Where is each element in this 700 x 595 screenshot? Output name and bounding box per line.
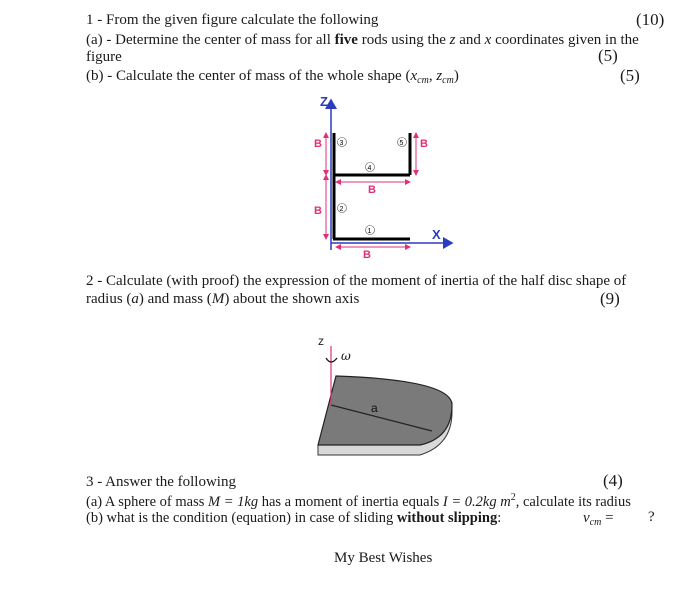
z-axis-label: Z bbox=[320, 94, 328, 109]
q2-marks: (9) bbox=[600, 289, 620, 308]
q1-a-marks: (5) bbox=[598, 46, 618, 65]
q1-marks: (10) bbox=[636, 10, 665, 29]
q3-part-b: (b) what is the condition (equation) in case of sliding without slipping: bbox=[86, 510, 502, 526]
q3-answer-blank: ? bbox=[648, 509, 655, 525]
rod-number-5: 5 bbox=[399, 140, 404, 147]
q1-b-marks: (5) bbox=[620, 66, 640, 85]
length-label-left-top: B bbox=[314, 138, 322, 150]
x-axis-label: X bbox=[432, 227, 441, 242]
axis-label: z bbox=[318, 334, 324, 348]
q1-part-a-cont: figure bbox=[86, 49, 122, 65]
closing-text: My Best Wishes bbox=[334, 550, 433, 566]
rod-number-3: 3 bbox=[339, 140, 344, 147]
rod-number-2: 2 bbox=[339, 206, 344, 213]
q3-title: 3 - Answer the following bbox=[86, 474, 236, 490]
q1-part-a: (a) - Determine the center of mass for all five rods using the z and x coordinates given in the bbox=[86, 32, 639, 48]
q1-title: 1 - From the given figure calculate the following bbox=[86, 12, 379, 28]
length-label-middle: B bbox=[368, 184, 376, 196]
length-label-left-bottom: B bbox=[314, 205, 322, 217]
q2-line2: radius (a) and mass (M) about the shown axis bbox=[86, 291, 360, 307]
q2-line1: 2 - Calculate (with proof) the expression of the moment of inertia of the half disc shape of bbox=[86, 273, 627, 289]
radius-label: a bbox=[371, 401, 378, 415]
rod-number-1: 1 bbox=[367, 228, 372, 235]
omega-label: ω bbox=[341, 349, 351, 363]
length-label-right: B bbox=[420, 138, 428, 150]
rod-number-4: 4 bbox=[367, 165, 372, 172]
q1-part-b: (b) - Calculate the center of mass of the whole shape ($x_{cm}$, $z_{cm}$) bbox=[86, 68, 459, 86]
q3-marks: (4) bbox=[603, 471, 623, 490]
q3-vcm-equation: $v_{cm}$ = bbox=[583, 510, 614, 528]
q3-part-a: (a) A sphere of mass M = 1kg has a moment of inertia equals I = 0.2kg $m^2$, calculate its radius bbox=[86, 492, 631, 510]
length-label-bottom: B bbox=[363, 249, 371, 261]
disc-top bbox=[318, 376, 452, 445]
